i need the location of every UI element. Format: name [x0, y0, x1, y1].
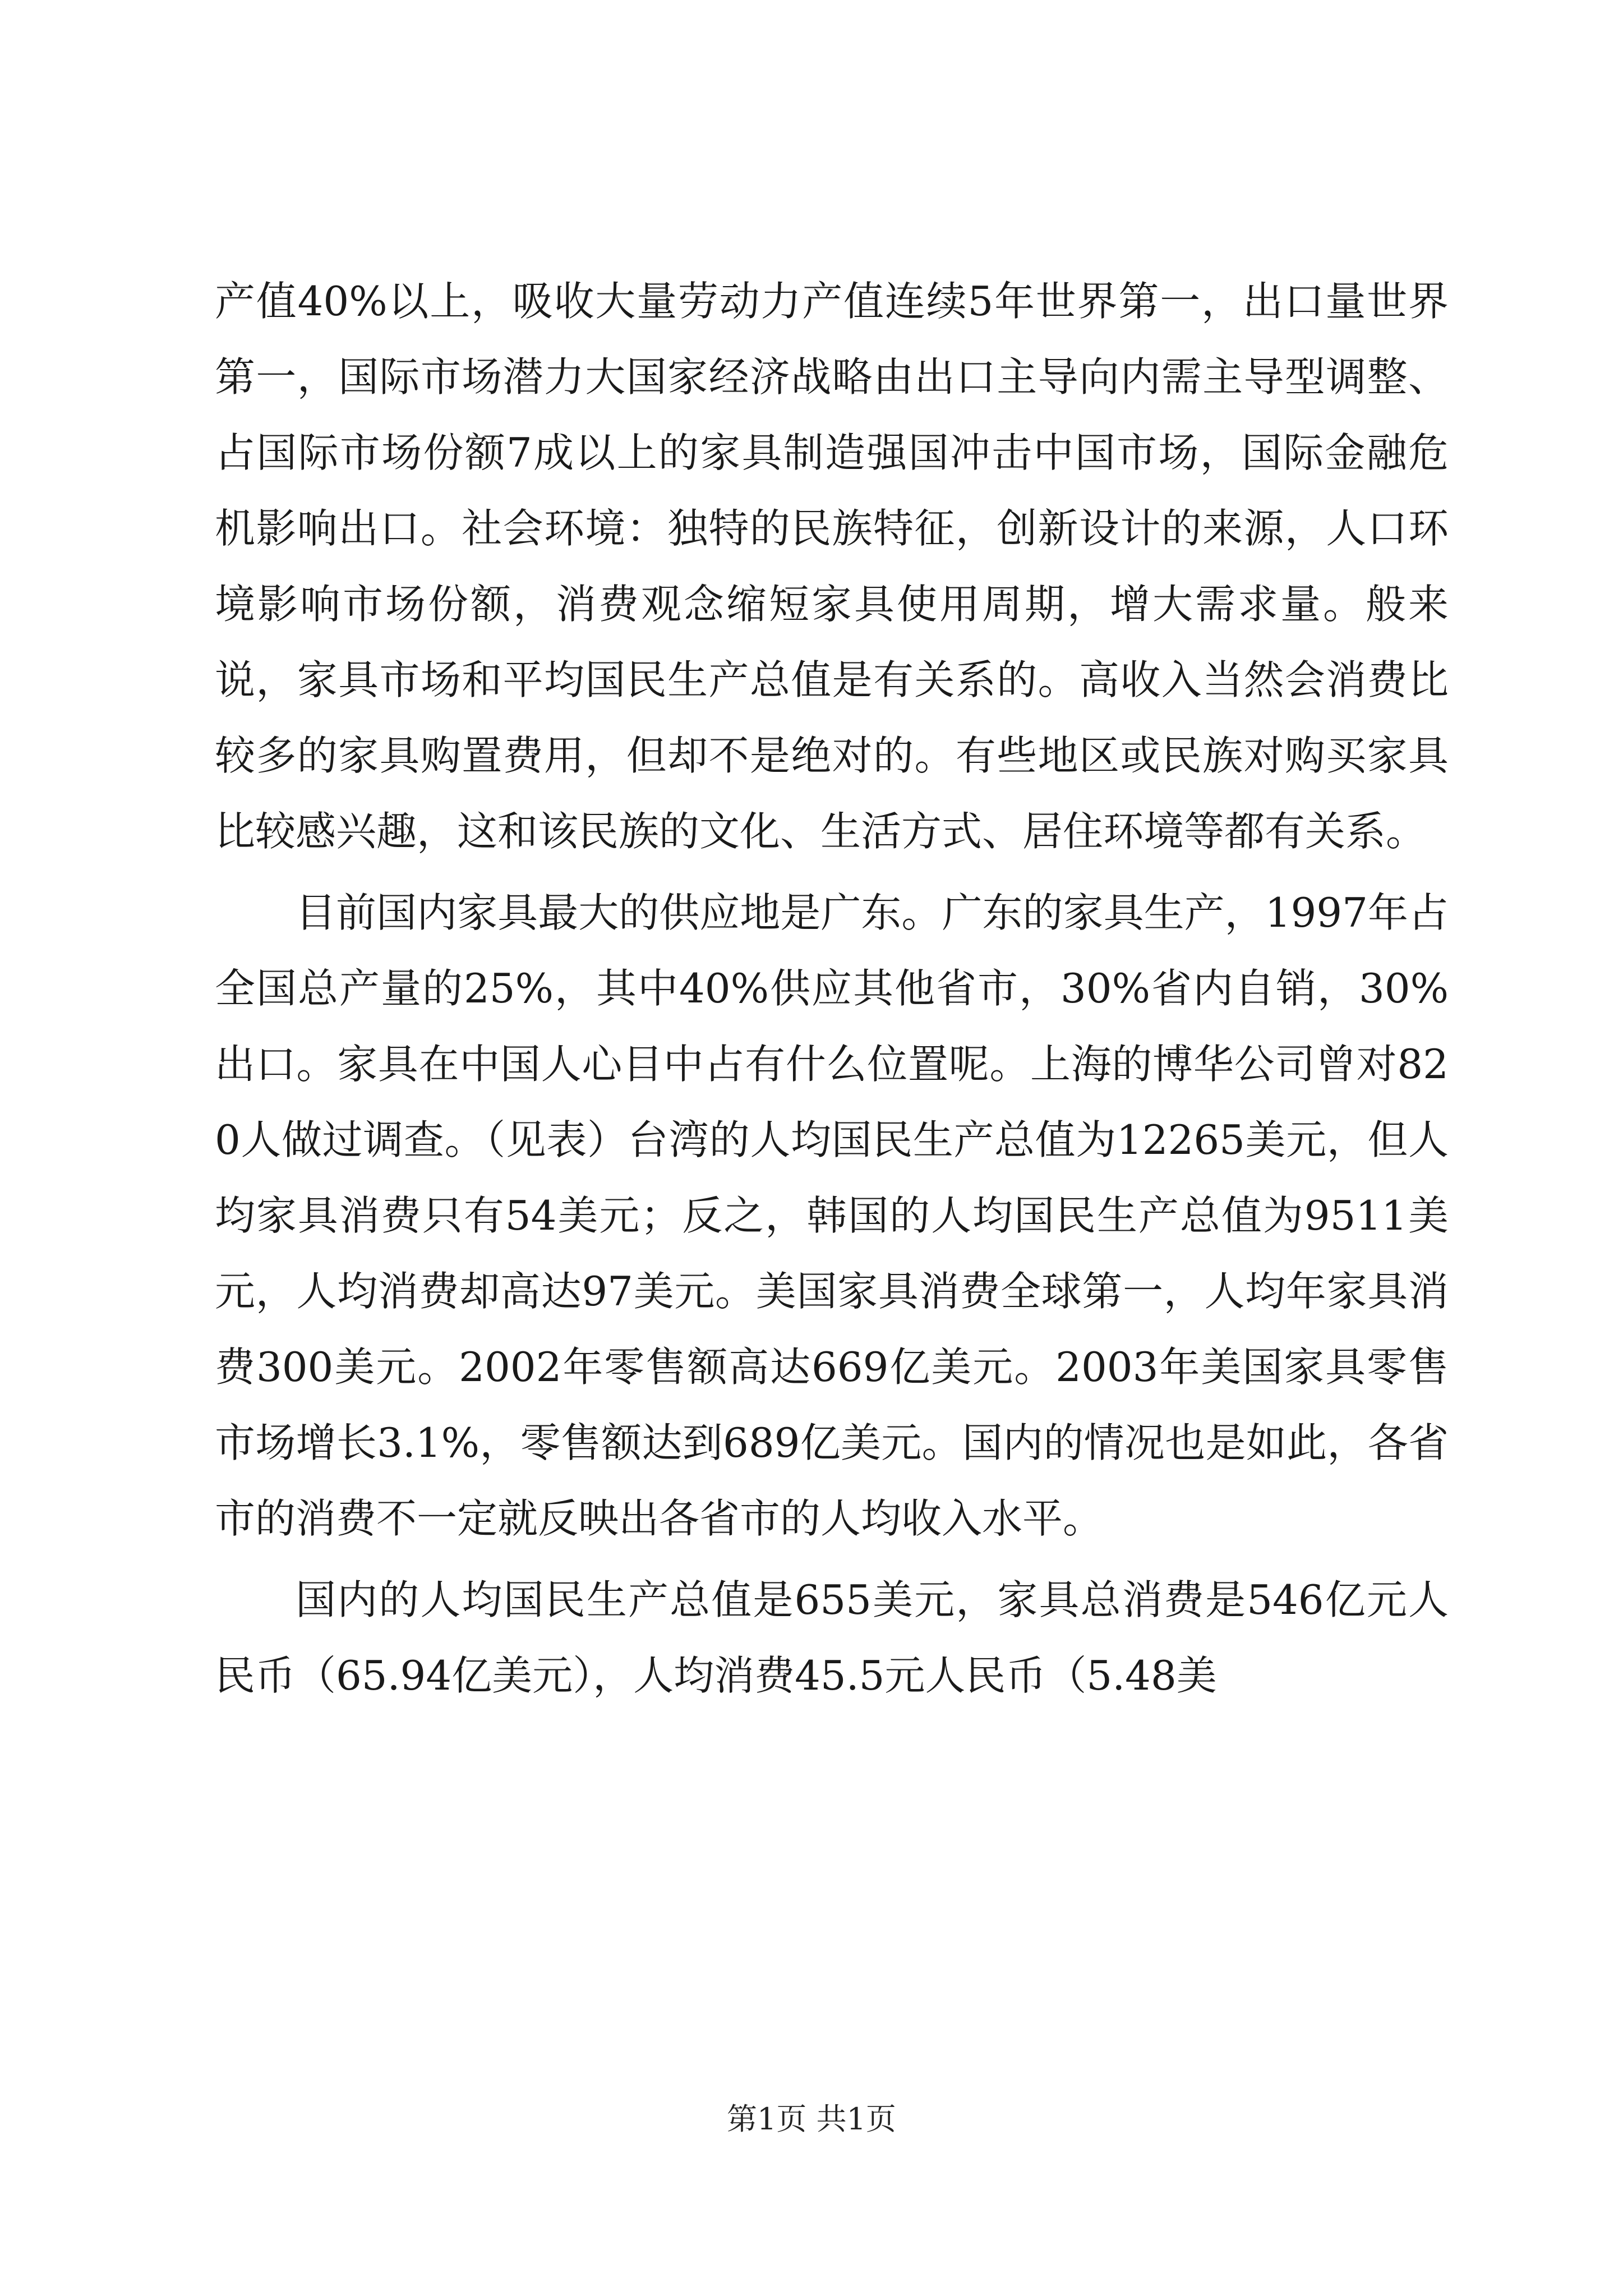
paragraph-2: 目前国内家具最大的供应地是广东。广东的家具生产，1997年占全国总产量的25%，其中40%供应其他省市，30%省内自销，30%出口。家具在中国人心目中占有什么位置呢。上海的博华公司曾对820人做过调查。（见表）台湾的人均国民生产总值为12265美元，但人均家具消费只有54美元；反之，韩国的人均国民生产总值为9511美元，人均消费却高达97美元。美国家具消费全球第一，人均年家具消费300美元。2002年零售额高达669亿美元。2003年美国家具零售市场增长3.1%，零售额达到689亿美元。国内的情况也是如此，各省市的消费不一定就反映出各省市的人均收入水平。	[215, 889, 1449, 1542]
page-footer: 第1页 共1页	[727, 2101, 896, 2137]
paragraph-1: 产值40%以上，吸收大量劳动力产值连续5年世界第一，出口量世界第一，国际市场潜力大国家经济战略由出口主导向内需主导型调整、占国际市场份额7成以上的家具制造强国冲击中国市场，国际金融危机影响出口。社会环境：独特的民族特征，创新设计的来源，人口环境影响市场份额，消费观念缩短家具使用周期，增大需求量。般来说，家具市场和平均国民生产总值是有关系的。高收入当然会消费比较多的家具购置费用，但却不是绝对的。有些地区或民族对购买家具比较感兴趣，这和该民族的文化、生活方式、居住环境等都有关系。	[215, 278, 1449, 855]
document-body	[215, 264, 1449, 1714]
paragraph-3: 国内的人均国民生产总值是655美元，家具总消费是546亿元人民币（65.94亿美元），人均消费45.5元人民币（5.48美	[215, 1576, 1449, 1699]
